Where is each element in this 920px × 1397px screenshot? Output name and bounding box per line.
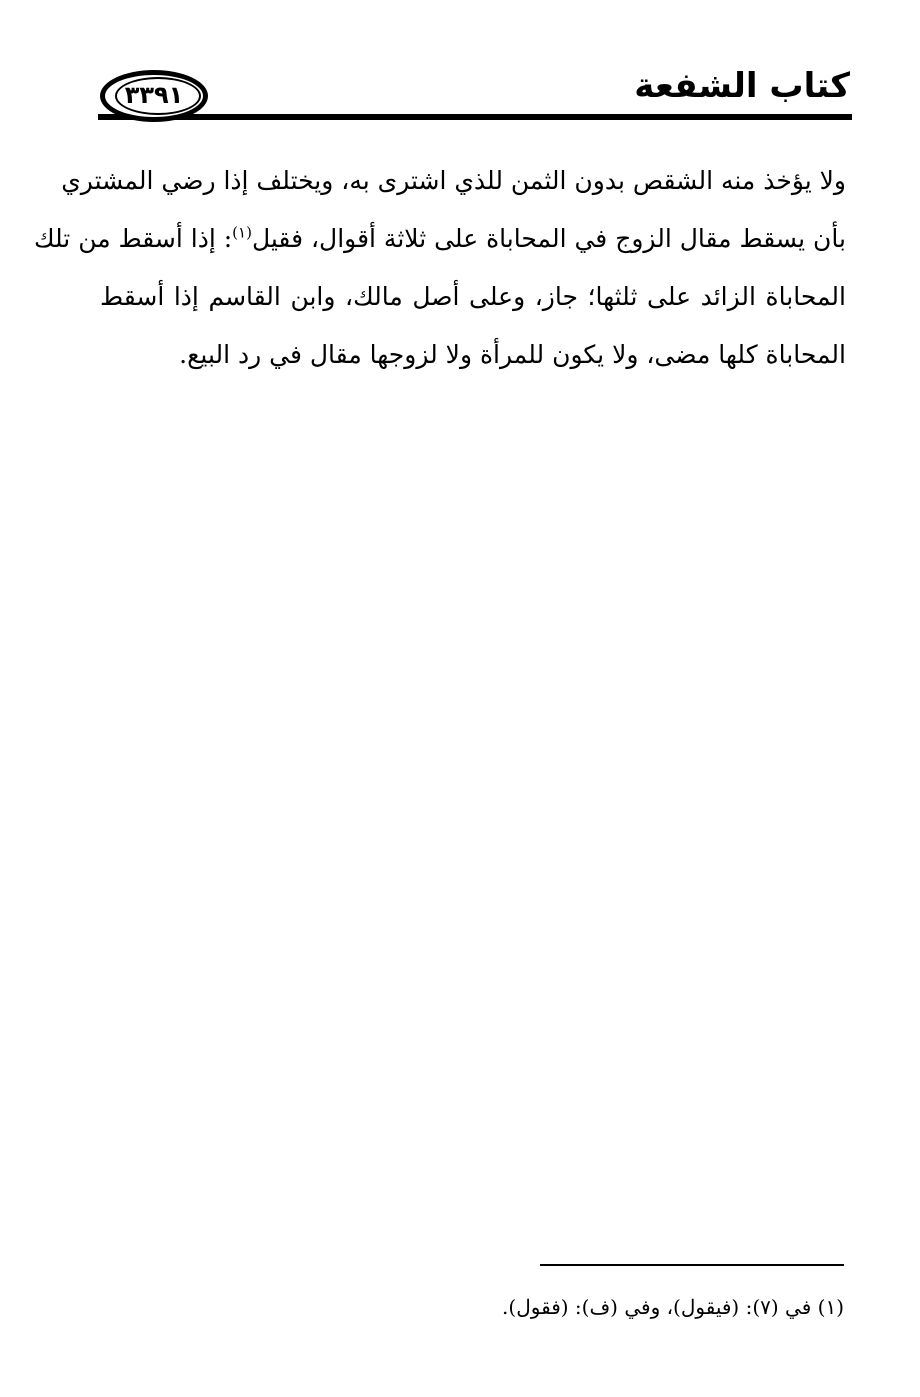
body-text bbox=[33, 152, 846, 384]
footnote-reference: (١) bbox=[232, 223, 252, 242]
chapter-title: كتاب الشفعة bbox=[634, 66, 850, 106]
body-line-4: المحاباة كلها مضى، ولا يكون للمرأة ولا لزوجها مقال في رد البيع. bbox=[179, 340, 846, 369]
body-line-1: ولا يؤخذ منه الشقص بدون الثمن للذي اشترى به، ويختلف إذا رضي المشتري bbox=[61, 166, 846, 195]
footnote-1: (١) في (٧): (فيقول)، وفي (ف): (فقول). bbox=[502, 1295, 844, 1319]
body-line-3: المحاباة الزائد على ثلثها؛ جاز، وعلى أصل مالك، وابن القاسم إذا أسقط bbox=[100, 282, 846, 311]
body-line-2-text: بأن يسقط مقال الزوج في المحاباة على ثلاثة أقوال، فقيل bbox=[251, 224, 846, 253]
header-rule bbox=[98, 114, 852, 120]
body-line-2-tail: : إذا أسقط من تلك bbox=[33, 224, 233, 253]
page-number: ٣٣٩١ bbox=[124, 81, 184, 109]
body-line-2 bbox=[33, 210, 846, 268]
footnote-rule bbox=[540, 1264, 844, 1266]
page-number-frame bbox=[100, 70, 208, 122]
